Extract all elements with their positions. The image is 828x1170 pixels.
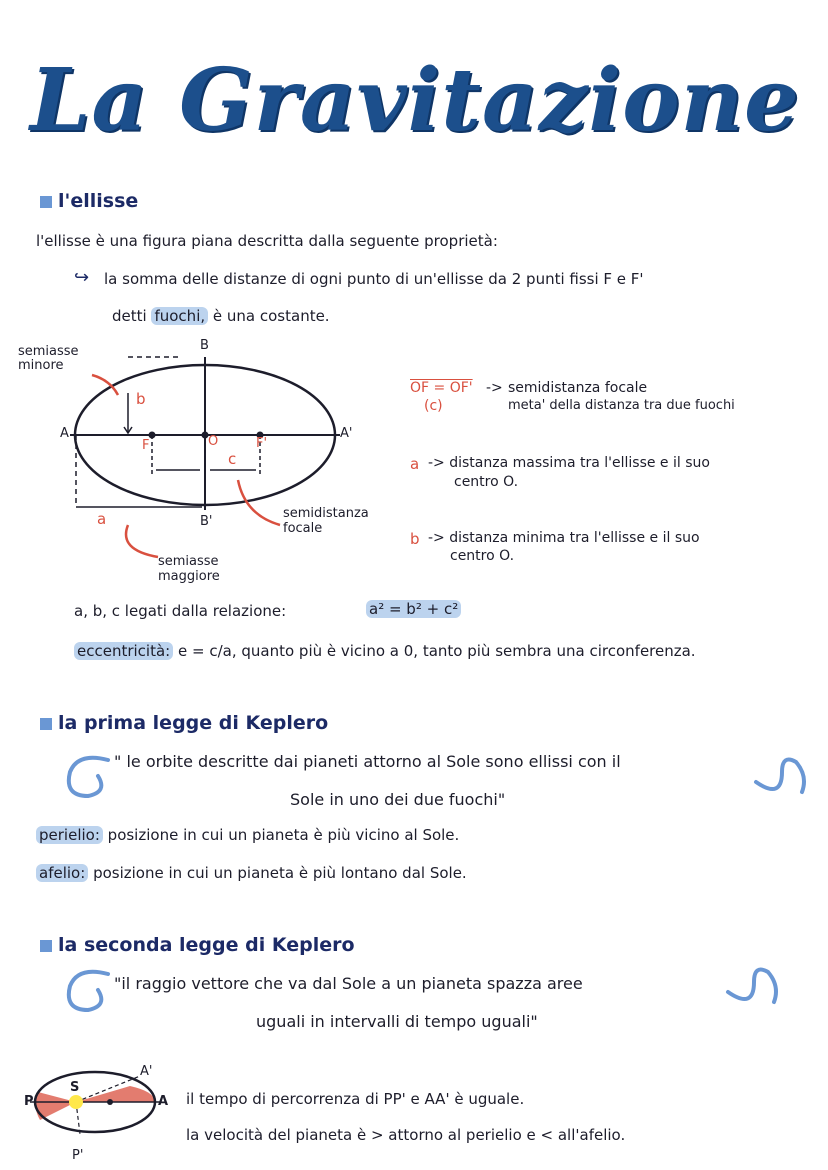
- label-F: F: [142, 438, 150, 453]
- section-heading-prima-legge: la prima legge di Keplero: [40, 712, 328, 734]
- perielio-label: perielio:: [36, 826, 103, 844]
- page-title: La Gravitazione: [30, 50, 800, 151]
- a-def-1: -> distanza massima tra l'ellisse e il suo: [428, 455, 710, 471]
- label-A-orbit: A: [158, 1094, 169, 1109]
- bullet-square-icon: [40, 196, 52, 208]
- prima-legge-quote-2: Sole in uno dei due fuochi": [290, 790, 506, 809]
- c-label: (c): [424, 398, 443, 414]
- of-def-1: semidistanza focale: [508, 380, 648, 396]
- of-def-2: meta' della distanza tra due fuochi: [508, 398, 735, 413]
- sun-icon: [69, 1095, 83, 1109]
- label-A1: A': [340, 426, 353, 441]
- seconda-legge-quote-2: uguali in intervalli di tempo uguali": [256, 1012, 538, 1031]
- label-semiasse-maggiore: semiasse maggiore: [158, 554, 220, 584]
- label-A1-orbit: A': [140, 1064, 153, 1079]
- semiasse-maggiore-pointer: [126, 525, 158, 557]
- area-afelio: [76, 1086, 154, 1102]
- eccentricita-line: [74, 642, 696, 660]
- label-S: S: [70, 1080, 80, 1095]
- afelio-label: afelio:: [36, 864, 88, 882]
- label-semiasse-minore: semiasse minore: [18, 344, 79, 373]
- label-P: P: [24, 1094, 34, 1109]
- a-def-label: a: [410, 455, 420, 473]
- perielio-text: posizione in cui un pianeta è più vicino al Sole.: [107, 826, 460, 844]
- afelio-text: posizione in cui un pianeta è più lontano dal Sole.: [93, 864, 467, 882]
- label-P1: P': [72, 1148, 84, 1163]
- of-equation: OF = OF': [410, 380, 473, 396]
- label-B1: B': [200, 514, 213, 529]
- b-def-2: centro O.: [450, 548, 515, 564]
- eccentricita-formula: e = c/a: [178, 642, 232, 660]
- seconda-legge-line-2: la velocità del pianeta è > attorno al perielio e < all'afelio.: [186, 1126, 626, 1144]
- prima-legge-quote-1: " le orbite descritte dai pianeti attorno al Sole sono ellissi con il: [114, 752, 621, 771]
- seconda-legge-quote-1: "il raggio vettore che va dal Sole a un pianeta spazza aree: [114, 974, 583, 993]
- b-def-1: -> distanza minima tra l'ellisse e il suo: [428, 530, 700, 546]
- perielio-line: [36, 826, 459, 844]
- label-c: c: [228, 450, 237, 468]
- bullet-square-icon: [40, 940, 52, 952]
- fuochi-highlight: fuochi,: [151, 307, 208, 325]
- ellisse-property: la somma delle distanze di ogni punto di un'ellisse da 2 punti fissi F e F': [104, 270, 644, 288]
- label-semidistanza-focale: semidistanza focale: [283, 506, 369, 536]
- seconda-legge-line-1: il tempo di percorrenza di PP' e AA' è uguale.: [186, 1090, 525, 1108]
- eccentricita-label: eccentricità:: [74, 642, 173, 660]
- b-def-label: b: [410, 530, 420, 548]
- label-B: B: [200, 338, 209, 353]
- section-heading-seconda-legge: la seconda legge di Keplero: [40, 934, 355, 956]
- section-heading-ellisse: l'ellisse: [40, 190, 138, 212]
- label-A: A: [60, 426, 69, 441]
- hook-arrow-icon: ↪: [74, 267, 90, 288]
- label-O: O: [208, 434, 219, 449]
- a-def-2: centro O.: [454, 474, 519, 490]
- quote-swirl-right-icon: [752, 752, 812, 802]
- label-F1: F': [256, 436, 268, 451]
- afelio-line: [36, 864, 467, 882]
- eccentricita-text: , quanto più è vicino a 0, tanto più sembra una circonferenza.: [231, 642, 696, 660]
- label-a: a: [97, 510, 107, 528]
- ellisse-property-cont: detti fuochi, è una costante.: [112, 307, 330, 325]
- quote-swirl-right-icon-2: [724, 962, 784, 1017]
- ellisse-definition: l'ellisse è una figura piana descritta dalla seguente proprietà:: [36, 232, 498, 250]
- of-arrow: ->: [486, 380, 503, 396]
- label-b: b: [136, 390, 146, 408]
- focus-dot: [107, 1099, 113, 1105]
- relazione-formula: a² = b² + c²: [366, 600, 461, 618]
- quote-swirl-left-icon: [58, 752, 118, 807]
- quote-swirl-left-icon-2: [58, 966, 118, 1021]
- relazione-label: a, b, c legati dalla relazione:: [74, 602, 287, 620]
- bullet-square-icon: [40, 718, 52, 730]
